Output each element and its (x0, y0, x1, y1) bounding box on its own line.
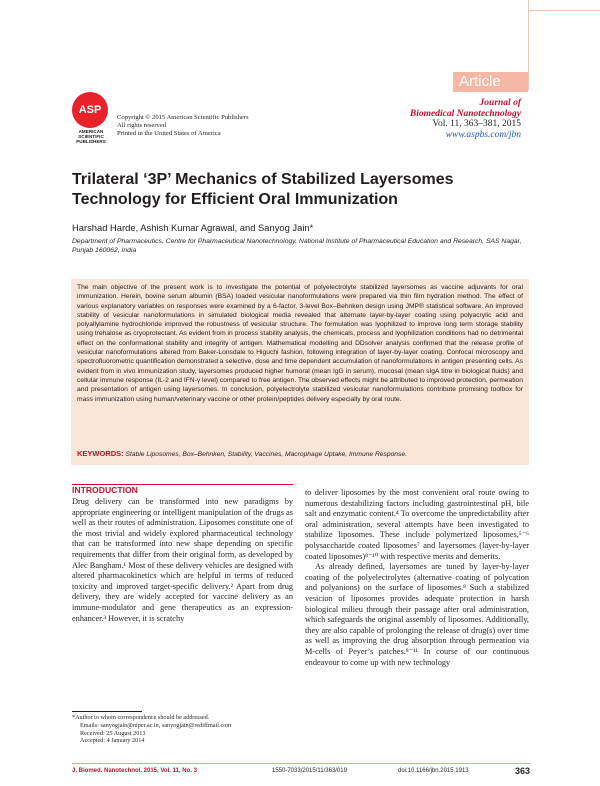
intro-column-right (305, 488, 529, 668)
introduction-heading: INTRODUCTION (72, 485, 138, 495)
asp-logo-icon: ASP (72, 92, 108, 128)
paper-title: Trilateral ‘3P’ Mechanics of Stabilized Layersomes Technology for Efficient Oral Immunization (72, 171, 454, 208)
journal-url[interactable]: www.aspbs.com/jbn (445, 129, 521, 140)
abstract-box (71, 279, 529, 465)
footer-issn: 1550-7033/2015/11/363/019 (272, 768, 347, 774)
footnote-rule (72, 711, 142, 712)
affiliation: Department of Pharmaceutics, Centre for Pharmaceutical Nanotechnology, National Institute of Pharmaceutical Education and Research, SAS Nagar, Punjab 160062, India (72, 238, 522, 254)
publisher-logo (70, 92, 112, 146)
publisher-logo-name: AMERICAN SCIENTIFIC PUBLISHERS (76, 129, 106, 144)
page-number: 363 (514, 766, 530, 776)
intro-paragraph-1: to deliver liposomes by the most convenient oral route owing to numerous destabilizing factors including gastrointestinal pH, bile salt and enzymatic content.⁴ To overcome the unpredictability after oral administration, several attempts have been investigated to stabilize liposomes. These include polymerized liposomes,⁵⁻⁶ polysaccharide coated liposomes⁷ and layersomes (layer-by-layer coated liposomes)⁸⁻¹⁰ with respective merits and demerits. (305, 488, 529, 561)
intro-column-left: Drug delivery can be transformed into new paradigms by appropriate engineering or intelligent manipulation of the drugs as well as their routes of administration. Liposomes constitute one of the most trivial and widely explored pharmaceutical technology that can be transformed into new shape depending on specific requirements that differ from their original form, as developed by Alec Bangham.¹ Most of these delivery vehicles are designed with altered pharmacokinetics which are helpful in terms of reduced toxicity and improved target-specific delivery.² Apart from drug delivery, they are widely accepted for vaccine delivery as an immune-modulator and gene therapeutics as an expression-enhancer.³ However, it is scratchy (72, 497, 293, 623)
footer-doi[interactable]: doi:10.1166/jbn.2015.1913 (398, 768, 469, 774)
header-rule-horizontal (528, 10, 600, 11)
author-list: Harshad Harde, Ashish Kumar Agrawal, and Sanyog Jain* (72, 222, 314, 233)
footer-journal-ref: J. Biomed. Nanotechnol. 2015, Vol. 11, No. 3 (72, 768, 197, 774)
keywords-text: Stable Liposomes, Box–Behnken, Stability, Vaccines, Macrophage Uptake, Immune Response. (125, 451, 407, 458)
keywords (77, 449, 407, 458)
keywords-label: KEYWORDS: (77, 449, 124, 458)
intro-paragraph-2: As already defined, layersomes are tuned by layer-by-layer coating of the polyelectrolytes (alternative coating of polycation and polyanions) on the surface of liposomes.⁸ Such a stabilized vesicion of liposomes provides adequate protection in harsh biological milieu through their passage after oral administration, which safeguards the original assembly of liposomes. Additionally, they are also capable of prolonging the release of drug(s) over time as well as improving the drug absorption through permeation via M-cells of Peyer’s patches.⁸⁻¹¹ In course of our continuous endeavour to come up with new technology (305, 562, 529, 667)
page-footer (72, 768, 530, 774)
journal-volume: Vol. 11, 363–381, 2015 (432, 119, 521, 129)
journal-info (410, 98, 521, 140)
correspondence-footnote: *Author to whom correspondence should be addressed. Emails: sanyogjain@niper.ac.in, sanyogjain@rediffmail.com Received: 25 August 2013 Accepted: 4 January 2014 (72, 711, 293, 745)
journal-name-2: Biomedical Nanotechnology (409, 108, 521, 119)
journal-name: Journal of (479, 98, 521, 108)
article-type-tab: Article (453, 72, 528, 92)
abstract-text: The main objective of the present work is to investigate the potential of polyelectrolyte stabilized layersomes as vaccine adjuvants for oral immunization. Herein, bovine serum albumin (BSA) loaded vesicular nanoformulations were prepared via thin film hydration method. The effect of various explanatory variables on responses were examined by a 6-factor, 3-level Box–Behnken design using JMP® statistical software. An improved stability of vesicular nanoformulations in simulated biological media revealed that alternate layer-by-layer coating using polyacrylic acid and polyallylamine hydrochloride improved the robustness of vesicular structure. The formulation was lyophilized to improve long term storage stability using trehalose as cryoprotectant. As evident from in process stability analysis, the chemicals, process and lyophilization conditions had no detrimental effect on the conformational stability and integrity of antigen. Mathematical modelling and DDsolver analysis confirmed that the release profile of vesicular nanoformulations altered from Baker-Lonsdale to Higuchi fashion, following integration of layer-by-layer coating. Confocal microscopy and spectrofluorometric quantification demonstrated a selective, dose and time dependent accumulation of nanoformulations in antigen presenting cells. As evident from in vivo immunization study, layersomes produced higher humoral (mean IgG in serum), mucosal (mean sIgA titre in biological fluids) and cellular immune response (IL-2 and IFN-γ level) compared to free antigen. The observed effects might be attributed to improved protection, permeation and presentation of antigen using layersomes. In conclusion, polyelectrolyte stabilized vesicular nanoformulations contribute promising toolbox for mass immunization using human/veterinary vaccine or other protein/peptides delivery especially by oral route. (77, 284, 523, 403)
copyright-notice: Copyright © 2015 American Scientific Publishers All rights reserved Printed in the United States of America (117, 114, 249, 137)
header-rule-vertical (528, 0, 529, 90)
footer-rule (72, 763, 530, 764)
